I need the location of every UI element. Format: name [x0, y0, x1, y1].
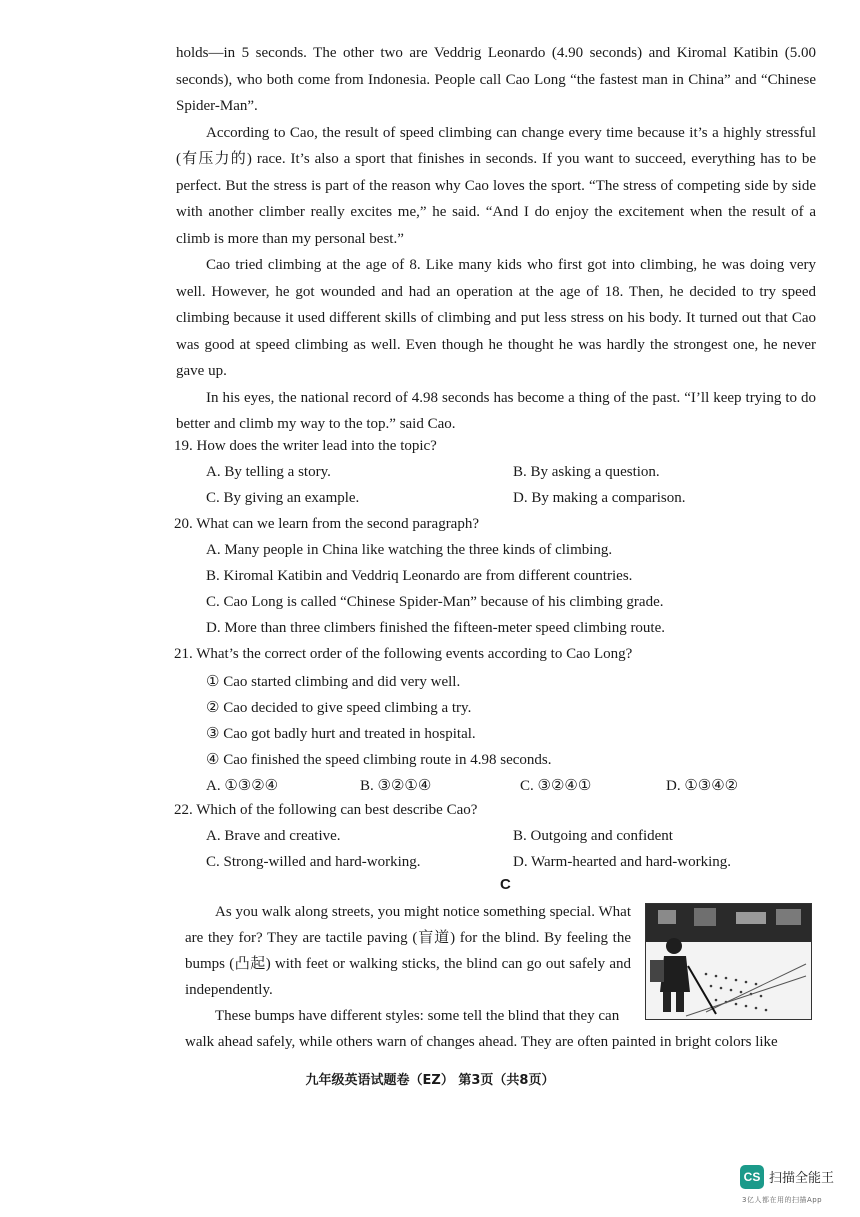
passage-b-paragraph-4: In his eyes, the national record of 4.98 seconds has become a thing of the past. “I’ll keep trying to do better and climb my way to the top.” said Cao. — [176, 389, 816, 432]
question-21-option-a: A. ①③②④ — [206, 778, 279, 794]
question-21-option-c: C. ③②④① — [520, 778, 592, 794]
question-19-option-d: D. By making a comparison. — [513, 490, 686, 506]
scanner-logo-icon: CS — [740, 1165, 764, 1189]
question-21-stem: 21. What’s the correct order of the following events according to Cao Long? — [174, 646, 633, 662]
passage-b-paragraph-1: holds—in 5 seconds. The other two are Veddrig Leonardo (4.90 seconds) and Kiromal Katibin (5.00 seconds), who both come from Indonesia. People call Cao Long “the fastest man in China” and “Chinese Spider-Man”. — [176, 45, 816, 114]
page-footer: 九年级英语试题卷（EZ） 第3页（共8页） — [305, 1073, 555, 1088]
question-22-option-c: C. Strong-willed and hard-working. — [206, 854, 421, 870]
question-21-event-4: ④ Cao finished the speed climbing route in 4.98 seconds. — [206, 752, 552, 768]
section-c-heading: C — [500, 876, 511, 893]
question-22-option-d: D. Warm-hearted and hard-working. — [513, 854, 732, 870]
scanner-watermark — [740, 1165, 852, 1205]
question-21-event-1: ① Cao started climbing and did very well. — [206, 674, 461, 690]
passage-b — [176, 40, 816, 438]
question-20-option-b: B. Kiromal Katibin and Veddriq Leonardo are from different countries. — [206, 568, 633, 584]
question-19-option-b: B. By asking a question. — [513, 464, 660, 480]
question-21-option-b: B. ③②①④ — [360, 778, 432, 794]
question-21-event-2: ② Cao decided to give speed climbing a try. — [206, 700, 472, 716]
question-22-option-b: B. Outgoing and confident — [513, 828, 673, 844]
question-22-option-a: A. Brave and creative. — [206, 828, 341, 844]
question-21-event-3: ③ Cao got badly hurt and treated in hospital. — [206, 726, 476, 742]
passage-b-paragraph-3: Cao tried climbing at the age of 8. Like many kids who first got into climbing, he was doing very well. However, he got wounded and had an operation at the age of 18. Then, he decided to try speed climbing because it used different skills of climbing and put less stress on his body. It turned out that Cao was good at speed climbing as well. Even though he thought he was hardly the strongest one, he never gave up. — [176, 257, 816, 379]
passage-c-paragraph-2-line-1: These bumps have different styles: some tell the blind that they can — [215, 1008, 620, 1024]
scanner-tagline: 3亿人都在用的扫描App — [742, 1196, 823, 1204]
question-22-stem: 22. Which of the following can best describe Cao? — [174, 802, 478, 818]
question-21-option-d: D. ①③④② — [666, 778, 739, 794]
passage-c-paragraph-2-line-2: walk ahead safely, while others warn of changes ahead. They are often painted in bright colors like — [185, 1034, 778, 1050]
question-19-option-c: C. By giving an example. — [206, 490, 360, 506]
question-19-option-a: A. By telling a story. — [206, 464, 331, 480]
question-20-stem: 20. What can we learn from the second paragraph? — [174, 516, 480, 532]
blind-walker-photo — [645, 903, 812, 1020]
question-20-option-d: D. More than three climbers finished the fifteen-meter speed climbing route. — [206, 620, 666, 636]
passage-b-paragraph-2: According to Cao, the result of speed climbing can change every time because it’s a highly stressful (有压力的) race. It’s also a sport that finishes in seconds. If you want to succeed, everything has to be perfect. But the stress is part of the reason why Cao loves the sport. “The stress of competing side by side with another climber really excites me,” he said. “And I do enjoy the excitement when the result of a climb is more than my personal best.” — [176, 124, 816, 247]
scanner-app-name: 扫描全能王 — [769, 1171, 835, 1186]
question-19-stem: 19. How does the writer lead into the topic? — [174, 438, 437, 454]
question-20-option-c: C. Cao Long is called “Chinese Spider-Man” because of his climbing grade. — [206, 594, 664, 610]
passage-c-paragraph-1: As you walk along streets, you might notice something special. What are they for? They are tactile paving (盲道) for the blind. By feeling the bumps (凸起) with feet or walking sticks, the blind can go out safely and independently. — [185, 904, 631, 998]
question-20-option-a: A. Many people in China like watching the three kinds of climbing. — [206, 542, 613, 558]
